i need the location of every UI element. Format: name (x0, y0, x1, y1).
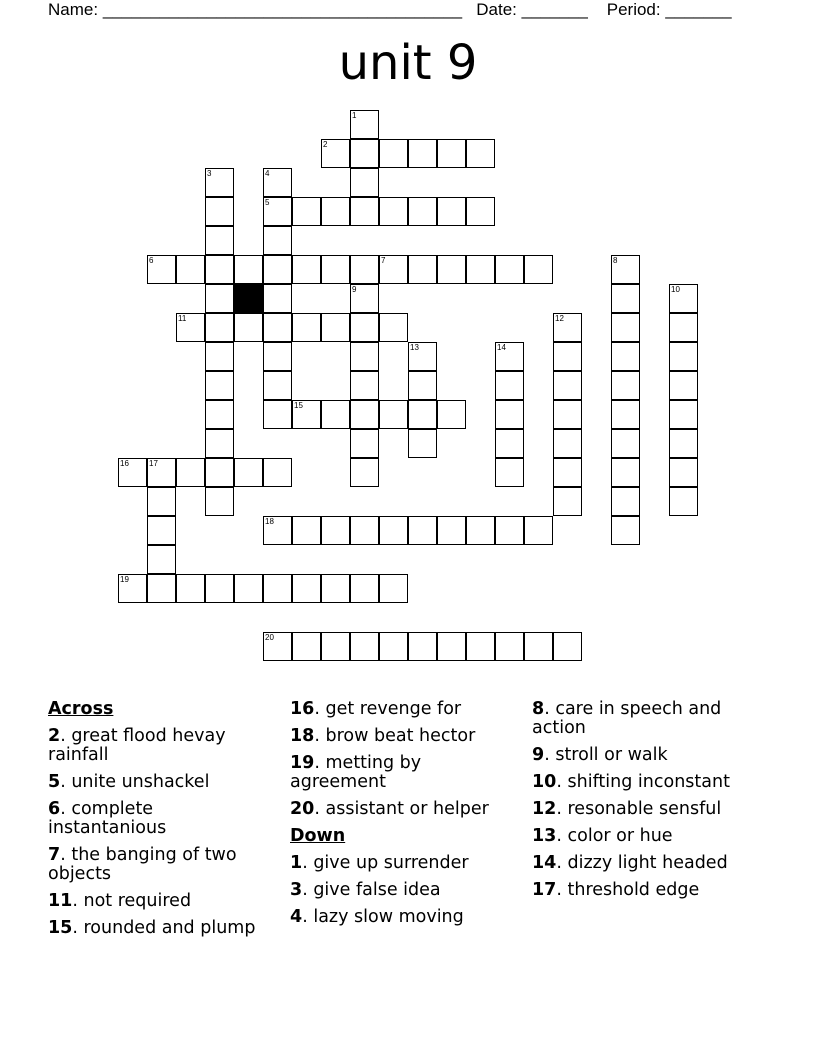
clue-text: rounded and plump (83, 918, 256, 938)
clue-text: metting by agreement (290, 753, 422, 792)
grid-cell[interactable] (379, 400, 408, 429)
grid-cell[interactable] (118, 574, 147, 603)
grid-cell[interactable] (669, 400, 698, 429)
across-heading: Across (48, 699, 114, 719)
across-clue: 7. the banging of two objects (48, 845, 237, 884)
clues-column-3 (532, 700, 762, 908)
grid-cell[interactable] (147, 574, 176, 603)
clue-number: 1 (290, 853, 303, 873)
grid-cell[interactable] (466, 632, 495, 661)
across-clue: 20. assistant or helper (290, 799, 489, 819)
grid-cell[interactable] (176, 458, 205, 487)
clue-number: 6 (48, 799, 61, 819)
grid-cell[interactable] (176, 255, 205, 284)
grid-cell[interactable] (466, 516, 495, 545)
grid-cell[interactable] (611, 313, 640, 342)
clue-text: dizzy light headed (567, 853, 728, 873)
clue-number: 9 (532, 745, 545, 765)
clue-text: great flood hevay rainfall (48, 726, 226, 765)
grid-cell[interactable] (408, 400, 437, 429)
clue-number-label: 19 (120, 575, 129, 584)
grid-cell[interactable] (147, 487, 176, 516)
clue-text: lazy slow moving (313, 907, 464, 927)
grid-cell[interactable] (263, 226, 292, 255)
grid-cell[interactable] (321, 516, 350, 545)
grid-cell[interactable] (408, 632, 437, 661)
grid-cell[interactable] (292, 255, 321, 284)
clue-number-label: 14 (497, 343, 506, 352)
grid-cell[interactable] (495, 458, 524, 487)
grid-cell[interactable] (611, 429, 640, 458)
clue-text: shifting inconstant (567, 772, 730, 792)
grid-cell[interactable] (263, 342, 292, 371)
grid-cell[interactable] (611, 371, 640, 400)
grid-cell[interactable] (205, 168, 234, 197)
grid-cell[interactable] (205, 226, 234, 255)
clue-number-label: 11 (178, 314, 187, 323)
date-label: Date: (476, 0, 517, 19)
grid-block-cell (234, 284, 263, 313)
grid-cell[interactable] (118, 458, 147, 487)
grid-cell[interactable] (466, 197, 495, 226)
grid-cell[interactable] (263, 400, 292, 429)
clue-number-label: 2 (323, 140, 328, 149)
grid-cell[interactable] (408, 255, 437, 284)
clue-number-label: 4 (265, 169, 270, 178)
grid-cell[interactable] (350, 168, 379, 197)
across-clue: 11. not required (48, 891, 192, 911)
down-clue: 13. color or hue (532, 826, 673, 846)
period-blank[interactable]: _______ (665, 0, 732, 19)
grid-cell[interactable] (379, 574, 408, 603)
grid-cell[interactable] (234, 574, 263, 603)
clue-number-label: 9 (352, 285, 357, 294)
clue-text: assistant or helper (325, 799, 489, 819)
clue-text: complete instantanious (48, 799, 167, 838)
clue-number: 4 (290, 907, 303, 927)
down-clue: 1. give up surrender (290, 853, 469, 873)
grid-cell[interactable] (263, 458, 292, 487)
grid-cell[interactable] (669, 284, 698, 313)
clues-column-2 (290, 700, 515, 935)
grid-cell[interactable] (147, 516, 176, 545)
grid-cell[interactable] (350, 342, 379, 371)
grid-cell[interactable] (263, 168, 292, 197)
grid-cell[interactable] (350, 632, 379, 661)
grid-cell[interactable] (292, 516, 321, 545)
clue-number: 7 (48, 845, 61, 865)
grid-cell[interactable] (263, 313, 292, 342)
down-clue: 14. dizzy light headed (532, 853, 728, 873)
grid-cell[interactable] (553, 632, 582, 661)
grid-cell[interactable] (176, 574, 205, 603)
grid-cell[interactable] (553, 313, 582, 342)
clue-text: color or hue (567, 826, 673, 846)
across-clue: 15. rounded and plump (48, 918, 256, 938)
grid-cell[interactable] (234, 255, 263, 284)
grid-cell[interactable] (321, 313, 350, 342)
grid-cell[interactable] (205, 574, 234, 603)
grid-cell[interactable] (669, 487, 698, 516)
grid-cell[interactable] (553, 400, 582, 429)
grid-cell[interactable] (408, 342, 437, 371)
grid-cell[interactable] (205, 313, 234, 342)
grid-cell[interactable] (263, 516, 292, 545)
clue-number-label: 1 (352, 111, 357, 120)
clues-column-1 (48, 700, 273, 946)
clue-number: 12 (532, 799, 557, 819)
grid-cell[interactable] (350, 371, 379, 400)
grid-cell[interactable] (611, 342, 640, 371)
down-clue: 17. threshold edge (532, 880, 700, 900)
clue-text: the banging of two objects (48, 845, 237, 884)
grid-cell[interactable] (495, 429, 524, 458)
clue-number: 18 (290, 726, 315, 746)
grid-cell[interactable] (205, 487, 234, 516)
grid-cell[interactable] (611, 400, 640, 429)
clue-number: 16 (290, 699, 315, 719)
grid-cell[interactable] (379, 516, 408, 545)
clue-text: care in speech and action (532, 699, 722, 738)
grid-cell[interactable] (437, 139, 466, 168)
grid-cell[interactable] (321, 400, 350, 429)
clue-number: 3 (290, 880, 303, 900)
grid-cell[interactable] (350, 574, 379, 603)
grid-cell[interactable] (437, 400, 466, 429)
clue-number: 13 (532, 826, 557, 846)
clue-number: 8 (532, 699, 545, 719)
clue-number-label: 16 (120, 459, 129, 468)
grid-cell[interactable] (350, 429, 379, 458)
grid-cell[interactable] (524, 632, 553, 661)
clue-number-label: 12 (555, 314, 564, 323)
grid-cell[interactable] (263, 197, 292, 226)
grid-cell[interactable] (263, 255, 292, 284)
clue-number-label: 18 (265, 517, 274, 526)
grid-cell[interactable] (321, 574, 350, 603)
grid-cell[interactable] (292, 400, 321, 429)
down-clue: 9. stroll or walk (532, 745, 668, 765)
grid-cell[interactable] (350, 400, 379, 429)
grid-cell[interactable] (147, 545, 176, 574)
clue-text: give false idea (313, 880, 441, 900)
clue-text: not required (83, 891, 192, 911)
clue-number: 20 (290, 799, 315, 819)
grid-cell[interactable] (321, 197, 350, 226)
across-clue: 5. unite unshackel (48, 772, 210, 792)
grid-cell[interactable] (466, 255, 495, 284)
grid-cell[interactable] (408, 516, 437, 545)
clue-number: 2 (48, 726, 61, 746)
grid-cell[interactable] (611, 458, 640, 487)
grid-cell[interactable] (350, 458, 379, 487)
down-clue: 8. care in speech and action (532, 699, 722, 738)
grid-cell[interactable] (669, 371, 698, 400)
grid-cell[interactable] (234, 313, 263, 342)
grid-cell[interactable] (437, 255, 466, 284)
grid-cell[interactable] (495, 342, 524, 371)
clue-number: 11 (48, 891, 73, 911)
clue-number-label: 8 (613, 256, 618, 265)
clue-text: brow beat hector (325, 726, 476, 746)
page-title: unit 9 (338, 35, 478, 91)
clue-text: give up surrender (313, 853, 469, 873)
across-clue: 18. brow beat hector (290, 726, 476, 746)
grid-cell[interactable] (205, 197, 234, 226)
clue-number-label: 15 (294, 401, 303, 410)
grid-cell[interactable] (495, 371, 524, 400)
grid-cell[interactable] (495, 400, 524, 429)
grid-cell[interactable] (205, 429, 234, 458)
grid-cell[interactable] (437, 197, 466, 226)
grid-cell[interactable] (553, 371, 582, 400)
grid-cell[interactable] (350, 255, 379, 284)
grid-cell[interactable] (147, 255, 176, 284)
clue-number-label: 20 (265, 633, 274, 642)
grid-cell[interactable] (292, 632, 321, 661)
clue-text: threshold edge (567, 880, 700, 900)
grid-cell[interactable] (495, 255, 524, 284)
grid-cell[interactable] (292, 574, 321, 603)
clue-number: 14 (532, 853, 557, 873)
grid-cell[interactable] (524, 255, 553, 284)
grid-cell[interactable] (611, 487, 640, 516)
grid-cell[interactable] (350, 197, 379, 226)
grid-cell[interactable] (234, 458, 263, 487)
grid-cell[interactable] (495, 632, 524, 661)
clue-number: 5 (48, 772, 61, 792)
clue-number: 10 (532, 772, 557, 792)
grid-cell[interactable] (205, 400, 234, 429)
clue-number-label: 6 (149, 256, 154, 265)
grid-cell[interactable] (205, 371, 234, 400)
across-clue: 19. metting by agreement (290, 753, 422, 792)
grid-cell[interactable] (553, 429, 582, 458)
grid-cell[interactable] (321, 255, 350, 284)
grid-cell[interactable] (350, 139, 379, 168)
clue-text: resonable sensful (567, 799, 722, 819)
clue-text: unite unshackel (71, 772, 210, 792)
grid-cell[interactable] (669, 458, 698, 487)
name-blank[interactable]: ______________________________________ (102, 0, 463, 19)
grid-cell[interactable] (205, 458, 234, 487)
clue-text: get revenge for (325, 699, 462, 719)
grid-cell[interactable] (408, 197, 437, 226)
grid-cell[interactable] (379, 255, 408, 284)
grid-cell[interactable] (379, 313, 408, 342)
across-clue: 6. complete instantanious (48, 799, 167, 838)
grid-cell[interactable] (495, 516, 524, 545)
across-clue: 2. great flood hevay rainfall (48, 726, 226, 765)
grid-cell[interactable] (553, 487, 582, 516)
clue-number-label: 5 (265, 198, 270, 207)
grid-cell[interactable] (437, 516, 466, 545)
grid-cell[interactable] (669, 313, 698, 342)
grid-cell[interactable] (292, 313, 321, 342)
period-label: Period: (606, 0, 661, 19)
down-clue: 10. shifting inconstant (532, 772, 730, 792)
grid-cell[interactable] (466, 139, 495, 168)
grid-cell[interactable] (553, 342, 582, 371)
clue-number: 19 (290, 753, 315, 773)
name-label: Name: (48, 0, 99, 19)
down-clue: 3. give false idea (290, 880, 441, 900)
clue-number-label: 3 (207, 169, 212, 178)
grid-cell[interactable] (524, 516, 553, 545)
grid-cell[interactable] (350, 110, 379, 139)
clue-number-label: 13 (410, 343, 419, 352)
grid-cell[interactable] (408, 139, 437, 168)
grid-cell[interactable] (611, 284, 640, 313)
down-clue: 4. lazy slow moving (290, 907, 464, 927)
grid-cell[interactable] (263, 574, 292, 603)
clue-text: stroll or walk (555, 745, 668, 765)
down-heading: Down (290, 826, 346, 846)
grid-cell[interactable] (205, 284, 234, 313)
grid-cell[interactable] (321, 632, 350, 661)
grid-cell[interactable] (379, 632, 408, 661)
grid-cell[interactable] (263, 284, 292, 313)
clue-number-label: 17 (149, 459, 158, 468)
across-clue: 16. get revenge for (290, 699, 462, 719)
grid-cell[interactable] (611, 516, 640, 545)
clue-number: 17 (532, 880, 557, 900)
clue-number-label: 7 (381, 256, 386, 265)
clue-number: 15 (48, 918, 73, 938)
grid-cell[interactable] (147, 458, 176, 487)
clue-number-label: 10 (671, 285, 680, 294)
grid-cell[interactable] (205, 342, 234, 371)
grid-cell[interactable] (205, 255, 234, 284)
grid-cell[interactable] (350, 516, 379, 545)
grid-cell[interactable] (263, 371, 292, 400)
grid-cell[interactable] (350, 284, 379, 313)
grid-cell[interactable] (321, 139, 350, 168)
grid-cell[interactable] (292, 197, 321, 226)
grid-cell[interactable] (437, 632, 466, 661)
grid-cell[interactable] (379, 139, 408, 168)
grid-cell[interactable] (408, 371, 437, 400)
down-clue: 12. resonable sensful (532, 799, 722, 819)
grid-cell[interactable] (379, 197, 408, 226)
grid-cell[interactable] (669, 429, 698, 458)
grid-cell[interactable] (611, 255, 640, 284)
date-blank[interactable]: _______ (521, 0, 588, 19)
grid-cell[interactable] (669, 342, 698, 371)
grid-cell[interactable] (553, 458, 582, 487)
grid-cell[interactable] (263, 632, 292, 661)
grid-cell[interactable] (408, 429, 437, 458)
grid-cell[interactable] (350, 313, 379, 342)
grid-cell[interactable] (176, 313, 205, 342)
